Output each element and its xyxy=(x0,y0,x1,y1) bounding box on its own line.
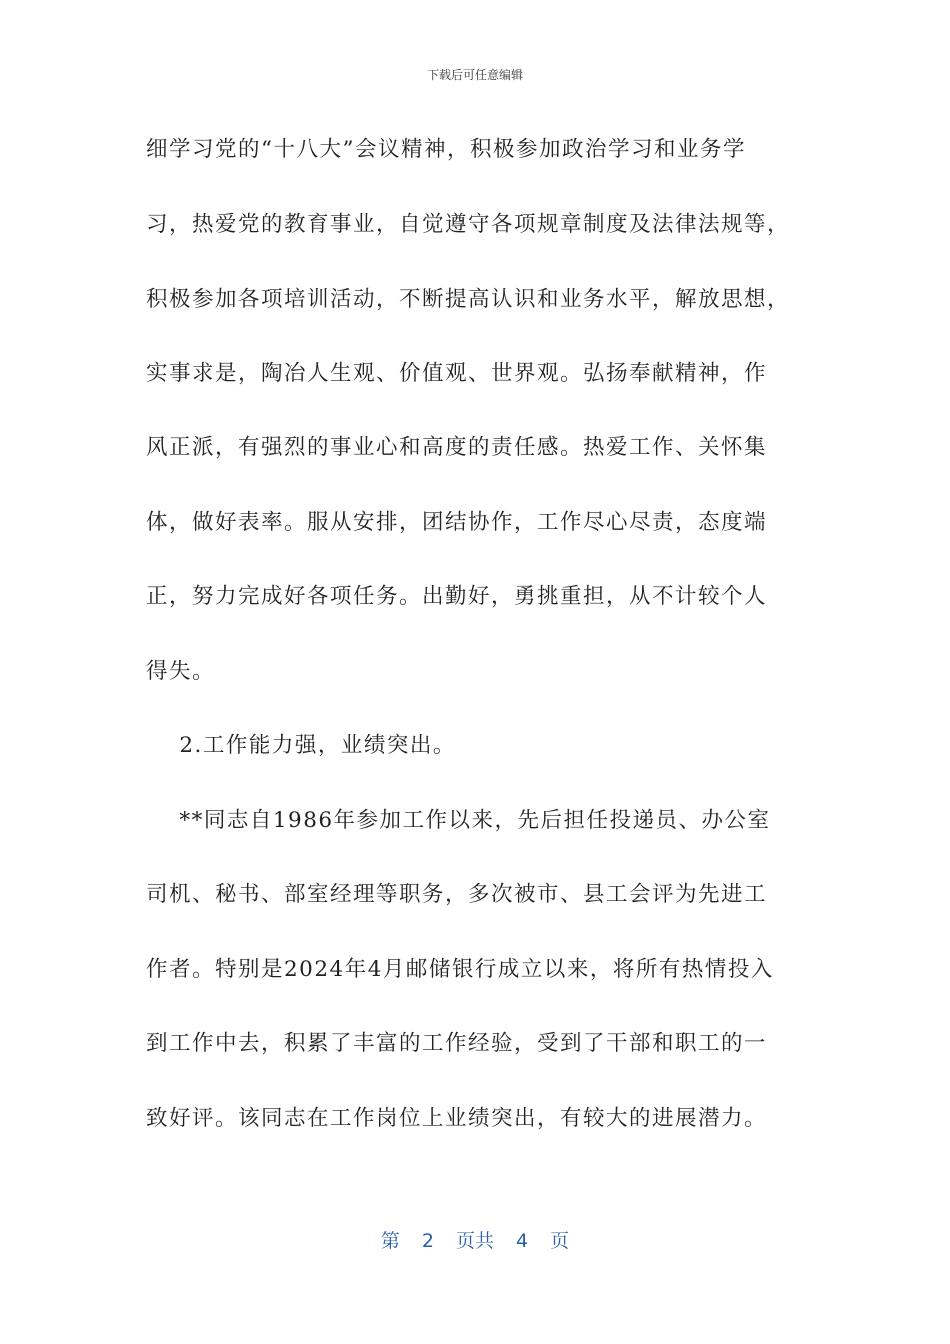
page-footer xyxy=(0,1226,950,1253)
body-line: 积极参加各项培训活动，不断提高认识和业务水平，解放思想， xyxy=(146,287,791,312)
footer-prefix: 第 xyxy=(380,1230,400,1252)
section-heading: 2.工作能力强，业绩突出。 xyxy=(146,733,456,758)
footer-total-pages: 4 xyxy=(516,1230,529,1252)
body-line: 司机、秘书、部室经理等职务，多次被市、县工会评为先进工 xyxy=(146,882,768,907)
body-line: 细学习党的“十八大”会议精神，积极参加政治学习和业务学 xyxy=(146,137,746,162)
body-line: 习，热爱党的教育事业，自觉遵守各项规章制度及法律法规等， xyxy=(146,212,791,237)
body-line: 致好评。该同志在工作岗位上业绩突出，有较大的进展潜力。 xyxy=(146,1106,768,1131)
body-line: 正，努力完成好各项任务。出勤好，勇挑重担，从不计较个人 xyxy=(146,584,768,609)
page-header-note: 下载后可任意编辑 xyxy=(426,68,523,82)
footer-middle: 页共 xyxy=(455,1230,494,1252)
body-line: 实事求是，陶冶人生观、价值观、世界观。弘扬奉献精神，作 xyxy=(146,361,768,386)
body-line: 作者。特别是2024年4月邮储银行成立以来，将所有热情投入 xyxy=(146,957,774,982)
footer-suffix: 页 xyxy=(550,1230,570,1252)
body-line: 得失。 xyxy=(146,659,216,684)
body-line: **同志自1986年参加工作以来，先后担任投递员、办公室 xyxy=(146,808,771,833)
body-line: 体，做好表率。服从安排，团结协作，工作尽心尽责，态度端 xyxy=(146,510,768,535)
footer-current-page: 2 xyxy=(421,1230,434,1252)
body-line: 到工作中去，积累了丰富的工作经验，受到了干部和职工的一 xyxy=(146,1031,768,1056)
body-line: 风正派，有强烈的事业心和高度的责任感。热爱工作、关怀集 xyxy=(146,435,768,460)
